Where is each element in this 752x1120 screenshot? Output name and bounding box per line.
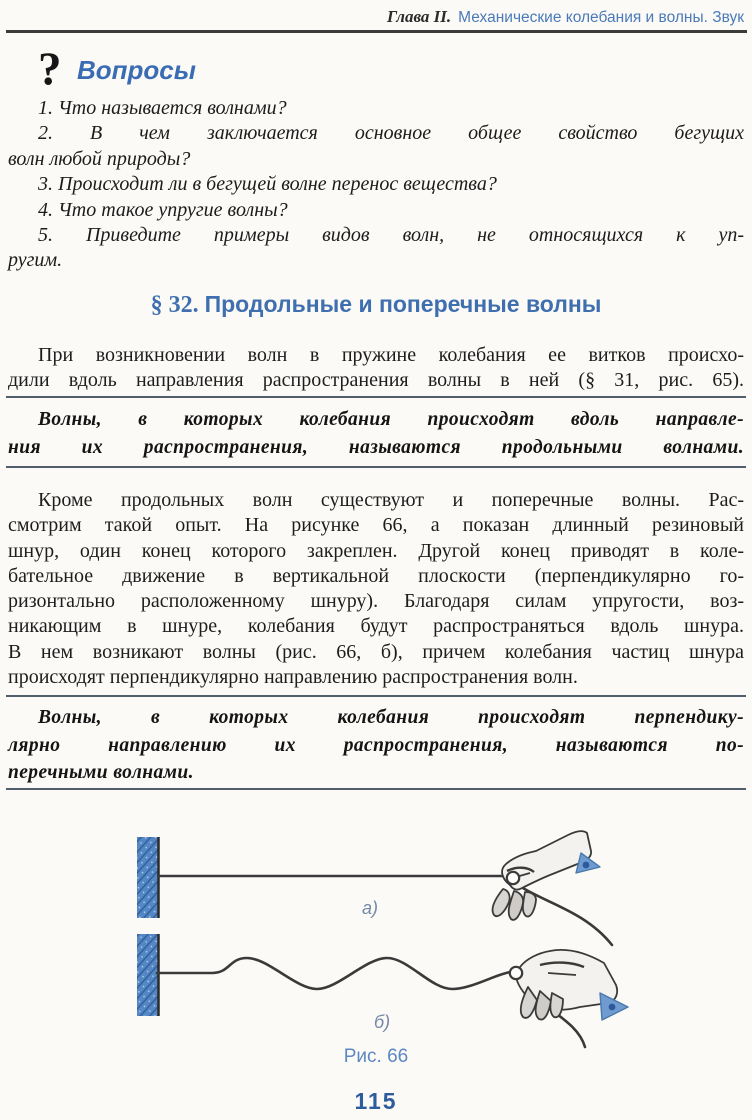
hand-illustration-a (493, 831, 600, 920)
question-line: волн любой природы? (8, 147, 191, 170)
definition-line: Волны, в которых колебания происходят вдоль направле- (38, 409, 744, 430)
paragraph-intro (8, 343, 744, 394)
page-number: 115 (354, 1088, 398, 1114)
paragraph-experiment (8, 488, 744, 690)
question-line: 1. Что называется волнами? (38, 97, 287, 119)
figure-label-a: а) (362, 898, 379, 918)
questions-heading: Вопросы (77, 55, 196, 85)
question-line: 3. Происходит ли в бегущей волне перенос вещества? (38, 173, 497, 196)
body-line: В нем возникают волны (рис. 66, б), причем колебания частиц шнура (8, 640, 744, 663)
definition-line: Волны, в которых колебания происходят перпендику- (38, 707, 744, 728)
question-line: 5. Приведите примеры видов волн, не относящихся к уп- (38, 224, 744, 247)
wall-anchor-a (137, 837, 159, 918)
section-title: Продольные и поперечные волны (204, 291, 602, 317)
definition-line: перечными волнами. (8, 762, 194, 783)
question-line: 4. Что такое упругие волны? (38, 198, 288, 221)
definition-longitudinal (8, 406, 744, 462)
definition-rule-bottom (6, 788, 746, 790)
body-line: бательное движение в вертикальной плоскости (перпендикулярно го- (8, 564, 744, 587)
section-number: § 32. (150, 292, 199, 318)
body-line: Кроме продольных волн существуют и поперечные волны. Рас- (38, 489, 744, 511)
question-line: 2. В чем заключается основное общее свойство бегущих (38, 122, 744, 145)
chapter-label: Глава II. (386, 7, 452, 26)
definition-line: ния их распространения, называются продольными волнами. (8, 437, 744, 458)
question-mark-icon: ? (38, 43, 62, 95)
body-line: никающим в шнуре, колебания будут распространяться вдоль шнура. (8, 615, 744, 638)
definition-rule-top (6, 396, 746, 398)
page-header (8, 7, 744, 28)
definition-rule-bottom (6, 466, 746, 468)
body-line: шнур, один конец которого закреплен. Другой конец приводят в коле- (8, 539, 744, 562)
hand-illustration-b (510, 950, 628, 1020)
section-heading (0, 290, 752, 319)
wall-anchor-b (137, 934, 159, 1016)
figure-label-b: б) (374, 1012, 391, 1032)
definition-transverse (8, 704, 744, 787)
cord-grip-a (507, 872, 519, 884)
cord-wave-b (157, 958, 511, 989)
body-line: смотрим такой опыт. На рисунке 66, а показан длинный резиновый (8, 514, 744, 537)
body-line: дили вдоль направления распространения волны в ней (§ 31, рис. 65). (8, 369, 744, 392)
body-line: При возникновении волн в пружине колебания ее витков происхо- (38, 344, 744, 366)
chapter-title: Механические колебания и волны. Звук (458, 9, 744, 26)
definition-line: лярно направлению их распространения, называются по- (8, 734, 744, 756)
question-line: ругим. (8, 249, 63, 272)
figure-caption: Рис. 66 (343, 1046, 409, 1067)
cord-grip-b (510, 967, 522, 979)
definition-rule-top (6, 695, 746, 697)
header-rule (6, 30, 747, 33)
body-line: происходят перпендикулярно направлению распространения волн. (8, 666, 578, 689)
body-line: ризонтально расположенному шнуру). Благодаря силам упругости, воз- (8, 590, 744, 613)
questions-list (8, 96, 744, 274)
